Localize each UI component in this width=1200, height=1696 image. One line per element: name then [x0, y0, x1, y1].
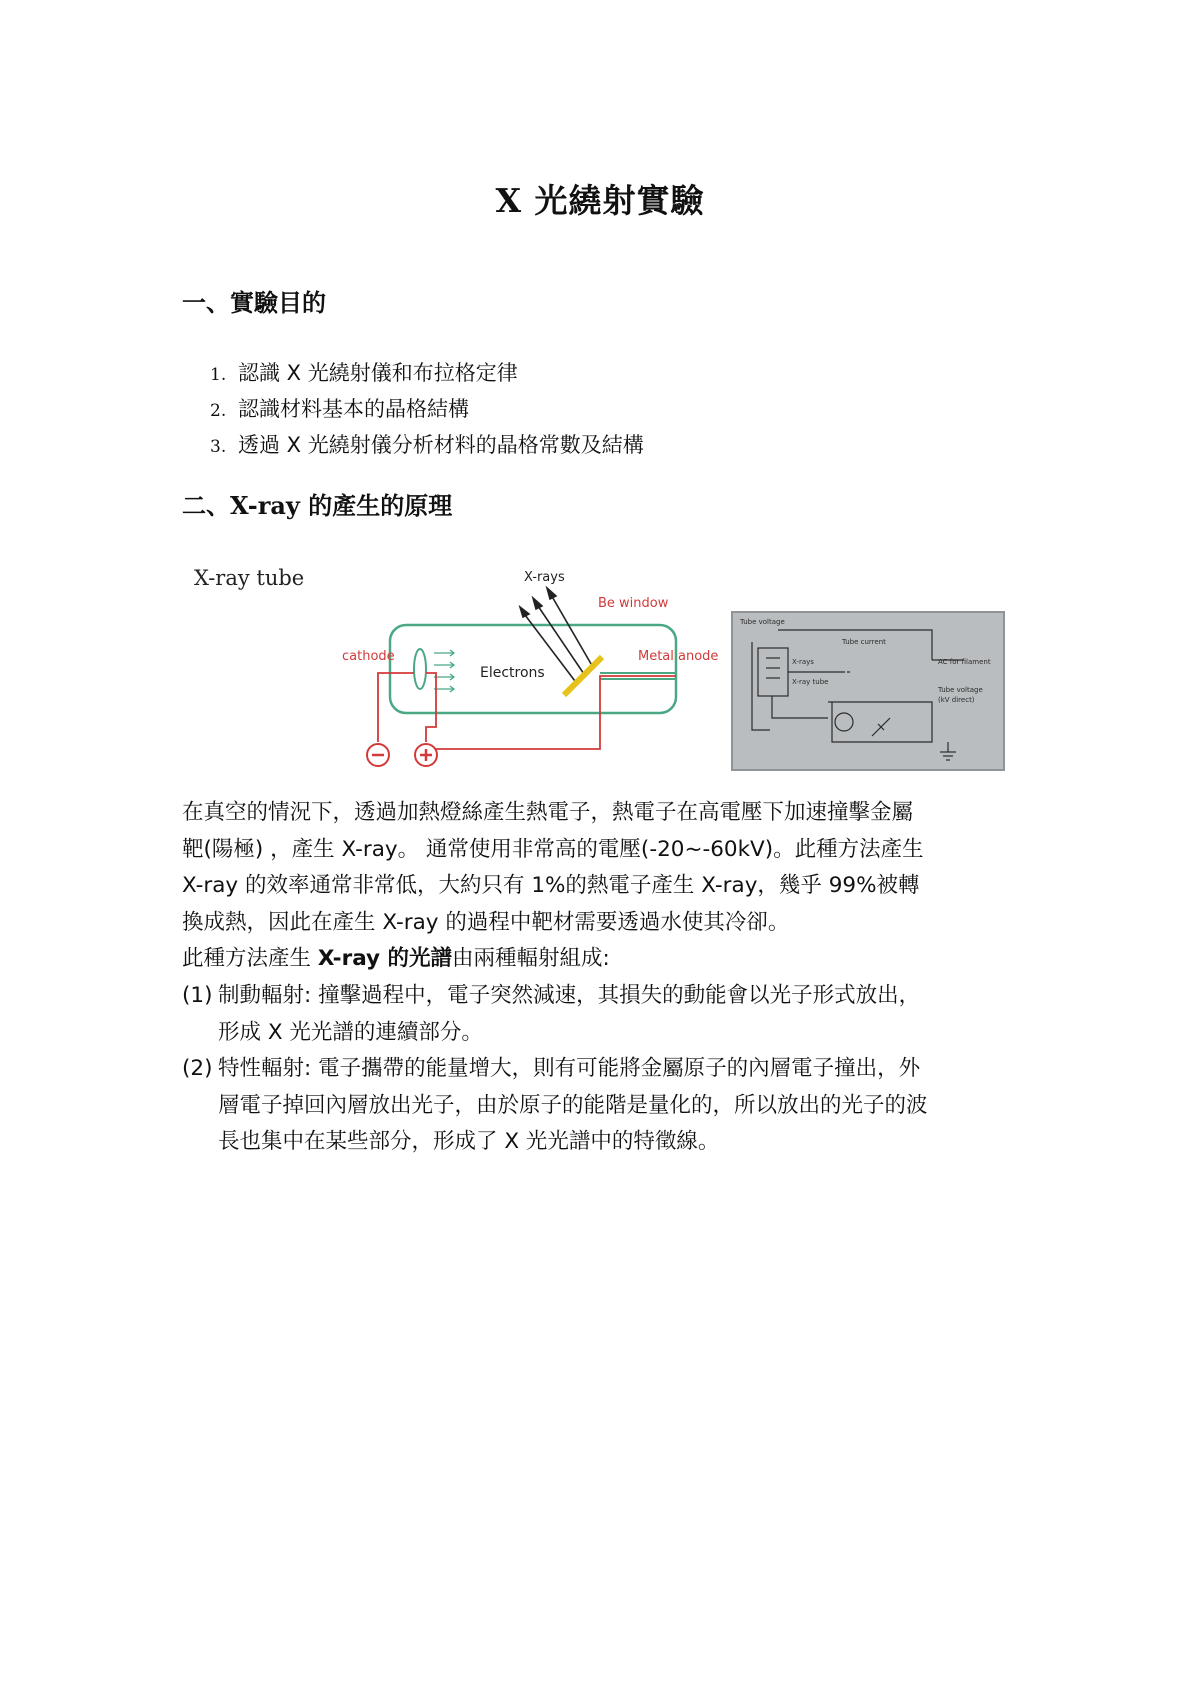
photo-label: X-rays	[792, 658, 814, 666]
characteristic-item: (2) 特性輻射: 電子攜帶的能量增大，則有可能將金屬原子的內層電子撞出，外 層電子掉回內層放出光子，由於原子的能階是量化的，所以放出的光子的波 長也集中在某些部分，形成了 X 光光譜中的特徵線。	[182, 1051, 1042, 1161]
spectrum-intro: 此種方法產生 X-ray 的光譜由兩種輻射組成:	[182, 946, 610, 972]
list-item: 3. 透過 X 光繞射儀分析材料的晶格常數及結構	[210, 433, 644, 457]
photo-label: Tube current	[842, 638, 886, 646]
page-title: X 光繞射實驗	[495, 181, 705, 220]
section-heading-purpose: 一、實驗目的	[182, 288, 326, 317]
xrays-label: X-rays	[524, 570, 565, 585]
item-line: 形成 X 光光譜的連續部分。	[218, 1019, 483, 1045]
be-window-label: Be window	[598, 596, 669, 611]
purpose-list	[210, 355, 644, 463]
metal-anode-label: Metal anode	[638, 649, 719, 664]
list-item: 1. 認識 X 光繞射儀和布拉格定律	[210, 361, 518, 385]
cathode-filament	[414, 649, 426, 689]
item-line: 層電子掉回內層放出光子，由於原子的能階是量化的，所以放出的光子的波	[218, 1092, 928, 1118]
photo-label: (kV direct)	[938, 696, 975, 704]
bremsstrahlung-item: (1) 制動輻射: 撞擊過程中，電子突然減速，其損失的動能會以光子形式放出， 形成 X 光光譜的連續部分。	[182, 978, 1042, 1051]
photo-label: AC for filament	[938, 658, 991, 666]
diagram-title: X-ray tube	[194, 566, 305, 590]
circuit-photo	[732, 612, 1004, 770]
electrons-label: Electrons	[480, 665, 545, 681]
photo-label: Tube voltage	[740, 618, 785, 626]
electron-arrows	[434, 650, 454, 692]
item-line: 長也集中在某些部分，形成了 X 光光譜中的特徵線。	[218, 1129, 720, 1155]
item-line: 特性輻射: 電子攜帶的能量增大，則有可能將金屬原子的內層電子撞出，外	[218, 1056, 921, 1082]
photo-label: X-ray tube	[792, 678, 829, 686]
photo-label: Tube voltage	[938, 686, 983, 694]
paragraph-line: X-ray 的效率通常非常低，大約只有 1%的熱電子產生 X-ray，幾乎 99%被轉	[182, 873, 920, 899]
item-line: 制動輻射: 撞擊過程中，電子突然減速，其損失的動能會以光子形式放出，	[218, 982, 921, 1008]
anode-target	[564, 657, 602, 695]
cathode-wire	[378, 673, 414, 742]
paragraph-line: 靶(陽極) ，產生 X-ray。 通常使用非常高的電壓(-20~-60kV)。此種方法產生	[182, 836, 924, 862]
paragraph-line: 換成熱，因此在產生 X-ray 的過程中靶材需要透過水使其冷卻。	[182, 909, 790, 935]
section-heading-principle: 二、X-ray 的產生的原理	[182, 491, 453, 520]
list-item: 2. 認識材料基本的晶格結構	[210, 397, 469, 421]
paragraph-line: 在真空的情況下，透過加熱燈絲產生熱電子，熱電子在高電壓下加速撞擊金屬	[182, 800, 914, 825]
xray-tube-diagram	[190, 555, 719, 775]
principle-text	[182, 795, 1042, 1161]
filament-wire	[426, 673, 436, 742]
cathode-label: cathode	[342, 649, 395, 664]
